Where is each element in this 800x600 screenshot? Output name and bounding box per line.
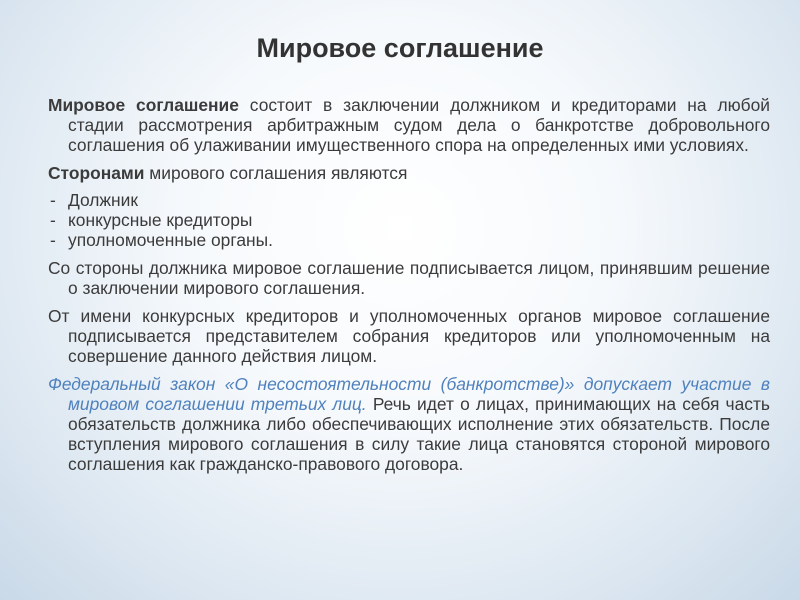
parties-text: мирового соглашения являются: [144, 163, 408, 183]
definition-text: состоит в заключении должником и кредиторами на любой стадии рассмотрения арбитражным судом дела о банкротстве добровольного соглашения об улаживании имущественного спора на определенных ими условиях.: [68, 95, 770, 155]
paragraph-third-parties: [48, 374, 770, 474]
parties-list: [48, 190, 770, 250]
list-item-text: конкурсные кредиторы: [68, 210, 253, 230]
term-settlement-agreement: Мировое соглашение: [48, 95, 239, 115]
dash-marker: -: [50, 190, 56, 210]
paragraph-definition: [48, 95, 770, 155]
dash-marker: -: [50, 210, 56, 230]
list-item: [48, 230, 770, 250]
list-item: [48, 190, 770, 210]
list-item-text: уполномоченные органы.: [68, 230, 273, 250]
paragraph-creditors-signature: От имени конкурсных кредиторов и уполномоченных органов мировое соглашение подписывается представителем собрания кредиторов или уполномоченным на совершение данного действия лицом.: [48, 306, 770, 366]
list-item-text: Должник: [68, 190, 138, 210]
slide-content: [48, 95, 770, 474]
federal-law-reference: Федеральный закон «О несостоятельности (банкротстве)» допускает участие в мировом соглашении третьих лиц.: [48, 374, 770, 414]
paragraph-parties: [48, 163, 770, 183]
term-parties: Сторонами: [48, 163, 145, 183]
dash-marker: -: [50, 230, 56, 250]
paragraph-debtor-signature: Со стороны должника мировое соглашение подписывается лицом, принявшим решение о заключении мирового соглашения.: [48, 258, 770, 298]
third-parties-text: Речь идет о лицах, принимающих на себя часть обязательств должника либо обеспечивающих исполнение этих обязательств. После вступления мирового соглашения в силу такие лица становятся стороной мирового соглашения как гражданско-правового договора.: [68, 394, 770, 474]
list-item: [48, 210, 770, 230]
slide-title: Мировое соглашение: [256, 33, 544, 63]
